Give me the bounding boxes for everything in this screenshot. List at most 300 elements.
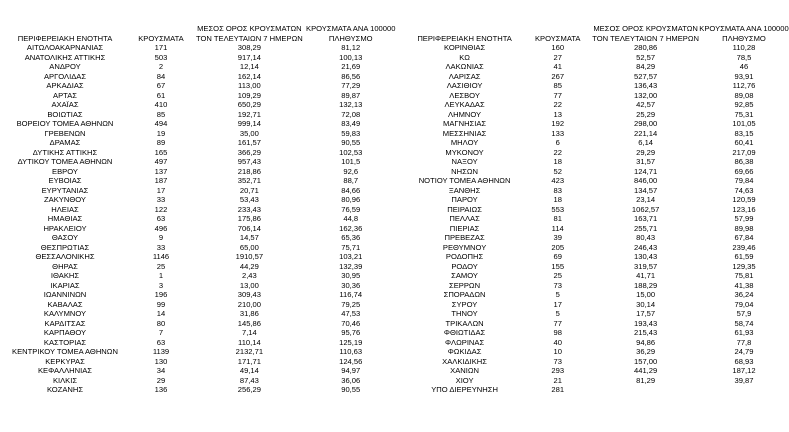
avg7-cell: 650,29 <box>237 100 261 109</box>
unit-name-cell: ΒΟΡΕΙΟΥ ΤΟΜΕΑ ΑΘΗΝΩΝ <box>16 119 114 128</box>
unit-name-cell: ΝΗΣΩΝ <box>451 166 478 176</box>
table-row <box>4 252 399 262</box>
cases-cell: 22 <box>553 100 562 109</box>
per100k-cell: 129,35 <box>732 261 756 271</box>
table-row <box>4 366 399 376</box>
avg7-cell: 31,86 <box>239 309 259 318</box>
avg7-cell: 957,43 <box>237 157 261 166</box>
table-row <box>406 81 789 91</box>
unit-name-cell: ΘΑΣΟΥ <box>51 233 79 242</box>
cases-cell: 497 <box>154 157 168 166</box>
unit-name-cell: ΣΥΡΟΥ <box>451 299 478 309</box>
unit-name-cell: ΕΥΒΟΙΑΣ <box>48 176 82 185</box>
table-row <box>406 100 789 110</box>
table-row <box>406 176 789 186</box>
table-row <box>4 262 399 272</box>
table-row <box>406 167 789 177</box>
per100k-cell: 39,87 <box>734 375 754 385</box>
avg7-cell: 846,00 <box>634 176 658 185</box>
avg7-cell: 7,14 <box>241 328 257 337</box>
avg7-cell: 132,00 <box>634 90 658 100</box>
unit-name-cell: ΗΜΑΘΙΑΣ <box>47 214 83 223</box>
unit-name-cell: ΑΡΤΑΣ <box>53 90 77 100</box>
avg7-cell: 30,14 <box>636 299 656 309</box>
avg7-cell: 23,14 <box>636 195 656 204</box>
table-row <box>4 376 399 386</box>
avg7-header <box>592 24 699 43</box>
avg7-cell: 2,43 <box>241 271 257 280</box>
table-row <box>4 186 399 196</box>
cases-cell: 69 <box>553 252 562 261</box>
table-row <box>406 376 789 386</box>
unit-name-cell: ΚΕΦΑΛΛΗΝΙΑΣ <box>37 366 93 375</box>
table-row <box>4 347 399 357</box>
table-row <box>4 62 399 72</box>
avg7-cell: 52,57 <box>636 52 656 62</box>
cases-cell: 27 <box>553 52 562 62</box>
cases-cell: 5 <box>555 309 560 318</box>
table-row <box>406 300 789 310</box>
cases-cell: 21 <box>553 375 562 385</box>
unit-name-cell: ΠΕΛΛΑΣ <box>449 214 480 223</box>
avg7-cell: 41,71 <box>636 271 656 280</box>
per100k-cell: 79,84 <box>734 176 754 185</box>
right-table-body <box>406 43 789 395</box>
avg7-cell: 44,29 <box>239 261 259 271</box>
table-row <box>4 81 399 91</box>
per100k-cell: 89,87 <box>341 90 361 100</box>
cases-cell: 155 <box>551 261 565 271</box>
cases-cell: 192 <box>551 119 565 128</box>
per100k-cell: 123,16 <box>732 204 756 214</box>
table-row <box>4 271 399 281</box>
table-row <box>4 290 399 300</box>
avg7-cell: 31,57 <box>636 157 656 166</box>
avg7-cell: 35,00 <box>239 128 259 138</box>
per100k-cell <box>699 385 789 395</box>
per100k-cell: 162,36 <box>339 223 363 233</box>
table-row <box>406 110 789 120</box>
unit-name-cell: ΛΑΚΩΝΙΑΣ <box>445 62 484 71</box>
table-row <box>4 328 399 338</box>
per100k-cell: 68,93 <box>734 356 754 366</box>
per100k-cell: 132,13 <box>339 100 363 109</box>
avg7-cell: 2132,71 <box>235 347 264 356</box>
avg7-cell: 309,43 <box>237 290 261 299</box>
cases-cell: 205 <box>551 242 565 252</box>
unit-name-cell: ΘΕΣΣΑΛΟΝΙΚΗΣ <box>35 252 95 261</box>
cases-cell: 18 <box>553 195 562 204</box>
per100k-cell: 90,55 <box>341 138 361 147</box>
table-row <box>406 338 789 348</box>
cases-cell: 25 <box>156 261 166 271</box>
avg7-cell: 136,43 <box>634 81 658 90</box>
unit-name-cell: ΚΟΖΑΝΗΣ <box>46 385 84 394</box>
per100k-cell: 77,29 <box>341 81 361 90</box>
cases-cell: 14 <box>156 309 166 318</box>
cases-cell: 99 <box>156 299 166 309</box>
table-row <box>406 262 789 272</box>
unit-name-cell: ΙΚΑΡΙΑΣ <box>50 280 80 290</box>
table-row <box>4 357 399 367</box>
cases-cell: 52 <box>553 166 562 176</box>
avg7-header-line2: ΤΟΝ ΤΕΛΕΥΤΑΙΩΝ 7 ΗΜΕΡΩΝ <box>592 33 699 43</box>
per100k-cell: 74,63 <box>734 185 754 195</box>
unit-header: ΠΕΡΙΦΕΡΕΙΑΚΗ ΕΝΟΤΗΤΑ <box>417 33 512 43</box>
per100k-cell: 89,08 <box>734 90 754 100</box>
avg7-cell: 175,86 <box>237 214 261 223</box>
cases-cell: 1139 <box>152 347 170 356</box>
per100k-header-line1: ΚΡΟΥΣΜΑΤΑ ΑΝΑ 100000 <box>699 24 789 33</box>
table-row <box>4 214 399 224</box>
cases-cell: 18 <box>553 157 562 166</box>
avg7-cell: 110,14 <box>238 337 261 347</box>
per100k-cell: 21,69 <box>341 62 361 71</box>
per100k-cell: 36,24 <box>734 290 754 299</box>
unit-name-cell: ΣΑΜΟΥ <box>451 271 478 280</box>
avg7-cell: 113,00 <box>238 81 261 90</box>
per100k-cell: 61,93 <box>734 328 754 337</box>
table-row <box>406 91 789 101</box>
cases-cell: 9 <box>158 233 164 242</box>
right-header-row <box>406 24 789 43</box>
avg7-cell: 145,86 <box>237 318 261 328</box>
per100k-cell: 92,85 <box>734 100 754 109</box>
per100k-header-line2: ΠΛΗΘΥΣΜΟ <box>722 33 766 43</box>
cases-cell: 61 <box>156 90 166 100</box>
per100k-cell: 132,39 <box>339 261 363 271</box>
unit-name-cell: ΗΡΑΚΛΕΙΟΥ <box>43 223 87 233</box>
per100k-cell: 70,46 <box>341 318 361 328</box>
avg7-cell: 84,29 <box>636 62 656 71</box>
per100k-cell: 101,5 <box>341 157 361 166</box>
per100k-header <box>303 24 399 43</box>
table-row <box>4 309 399 319</box>
cases-cell: 503 <box>154 52 168 62</box>
table-row <box>4 138 399 148</box>
cases-cell: 98 <box>553 328 562 337</box>
unit-name-cell: ΑΝΑΤΟΛΙΚΗΣ ΑΤΤΙΚΗΣ <box>24 52 106 62</box>
unit-name-cell: ΚΑΣΤΟΡΙΑΣ <box>43 337 87 347</box>
avg7-cell: 17,57 <box>636 309 656 318</box>
avg7-cell: 49,14 <box>239 366 259 375</box>
per100k-cell: 30,95 <box>341 271 361 280</box>
per100k-cell: 75,71 <box>341 242 361 252</box>
cases-cell: 133 <box>551 128 565 138</box>
per100k-cell: 72,08 <box>341 109 361 119</box>
cases-cell: 267 <box>551 71 565 81</box>
per100k-cell: 75,81 <box>734 271 754 280</box>
per100k-cell: 57,99 <box>734 214 754 223</box>
avg7-cell: 13,00 <box>239 280 259 290</box>
per100k-cell: 187,12 <box>732 366 756 375</box>
cases-cell: 81 <box>553 214 562 223</box>
unit-name-cell: ΤΡΙΚΑΛΩΝ <box>445 318 484 328</box>
avg7-cell: 161,57 <box>237 138 261 147</box>
table-row <box>406 129 789 139</box>
cases-cell: 171 <box>154 43 168 52</box>
table-row <box>4 110 399 120</box>
table-row <box>4 72 399 82</box>
cases-cell: 5 <box>555 290 560 299</box>
avg7-cell: 42,57 <box>636 100 656 109</box>
avg7-cell: 15,00 <box>636 290 656 299</box>
table-row <box>406 195 789 205</box>
per100k-cell: 78,5 <box>736 52 752 62</box>
avg7-cell: 25,29 <box>636 109 656 119</box>
per100k-cell: 41,38 <box>734 280 754 290</box>
table-row <box>4 119 399 129</box>
table-row <box>406 186 789 196</box>
cases-cell: 7 <box>158 328 164 337</box>
table-row <box>406 271 789 281</box>
avg7-cell: 999,14 <box>237 119 261 128</box>
per100k-cell: 88,7 <box>343 176 359 185</box>
unit-name-cell: ΞΑΝΘΗΣ <box>448 185 481 195</box>
unit-name-cell: ΑΡΚΑΔΙΑΣ <box>46 81 84 90</box>
table-row <box>406 328 789 338</box>
table-row <box>4 53 399 63</box>
cases-cell: 77 <box>553 90 562 100</box>
table-row <box>4 43 399 53</box>
per100k-cell: 110,63 <box>339 347 363 356</box>
cases-cell: 196 <box>154 290 168 299</box>
unit-name-cell: ΑΝΔΡΟΥ <box>49 62 81 71</box>
cases-cell: 410 <box>154 100 168 109</box>
unit-name-cell: ΦΘΙΩΤΙΔΑΣ <box>443 328 486 337</box>
avg7-cell: 441,29 <box>634 366 658 375</box>
per100k-header <box>699 24 789 43</box>
per100k-cell: 116,74 <box>339 290 363 299</box>
avg7-cell: 917,14 <box>237 52 261 62</box>
per100k-cell: 30,36 <box>341 280 361 290</box>
unit-name-cell: ΧΑΛΚΙΔΙΚΗΣ <box>442 356 487 366</box>
per100k-cell: 217,09 <box>732 147 756 157</box>
unit-name-cell: ΛΕΣΒΟΥ <box>449 90 480 100</box>
cases-cell: 77 <box>553 318 562 328</box>
table-row <box>406 148 789 158</box>
per100k-cell: 83,49 <box>341 119 361 128</box>
cases-cell: 89 <box>156 138 166 147</box>
avg7-cell: 157,00 <box>634 356 658 366</box>
per100k-cell: 80,96 <box>341 195 361 204</box>
left-table-body <box>4 43 399 395</box>
cases-cell: 84 <box>156 71 166 81</box>
unit-name-cell: ΓΡΕΒΕΝΩΝ <box>44 128 86 138</box>
unit-name-cell: ΜΕΣΣΗΝΙΑΣ <box>442 128 487 138</box>
avg7-cell: 109,29 <box>237 90 261 100</box>
per100k-cell: 81,12 <box>341 43 361 52</box>
cases-cell: 67 <box>156 81 166 90</box>
unit-name-cell: ΚΑΡΠΑΘΟΥ <box>43 328 87 337</box>
avg7-cell: 20,71 <box>239 185 259 195</box>
cases-cell: 114 <box>551 223 564 233</box>
table-row <box>4 100 399 110</box>
unit-name-cell: ΡΟΔΟΥ <box>451 261 478 271</box>
cases-cell: 41 <box>553 62 562 71</box>
unit-name-cell: ΔΥΤΙΚΗΣ ΑΤΤΙΚΗΣ <box>32 147 98 157</box>
unit-name-cell: ΔΥΤΙΚΟΥ ΤΟΜΕΑ ΑΘΗΝΩΝ <box>17 157 113 166</box>
cases-cell: 2 <box>158 62 164 71</box>
unit-name-cell: ΖΑΚΥΝΘΟΥ <box>44 195 86 204</box>
unit-name-cell: ΚΑΡΔΙΤΣΑΣ <box>44 318 86 328</box>
avg7-cell: 308,29 <box>237 43 261 52</box>
unit-name-cell: ΒΟΙΩΤΙΑΣ <box>47 109 83 119</box>
cases-cell: 293 <box>551 366 565 375</box>
avg7-cell: 192,71 <box>237 109 261 119</box>
table-row <box>406 224 789 234</box>
avg7-cell: 527,57 <box>634 71 658 81</box>
per100k-cell: 112,76 <box>732 81 756 90</box>
cases-cell: 1146 <box>152 252 170 261</box>
avg7-cell: 218,86 <box>237 166 261 176</box>
per100k-cell: 93,91 <box>734 71 754 81</box>
table-row <box>4 233 399 243</box>
unit-name-cell: ΚΙΛΚΙΣ <box>52 375 78 385</box>
per100k-cell: 124,56 <box>339 356 363 366</box>
cases-cell: 17 <box>553 299 562 309</box>
table-row <box>4 243 399 253</box>
cases-cell: 17 <box>156 185 166 195</box>
unit-name-cell: ΙΘΑΚΗΣ <box>50 271 80 280</box>
cases-cell: 423 <box>551 176 565 185</box>
per100k-cell: 100,13 <box>339 52 363 62</box>
cases-cell: 6 <box>555 138 560 147</box>
avg7-cell: 298,00 <box>634 119 658 128</box>
unit-name-cell: ΠΙΕΡΙΑΣ <box>449 223 480 233</box>
cases-cell: 63 <box>156 214 166 223</box>
table-row <box>4 281 399 291</box>
unit-header: ΠΕΡΙΦΕΡΕΙΑΚΗ ΕΝΟΤΗΤΑ <box>17 33 113 43</box>
cases-cell: 122 <box>154 204 168 214</box>
avg7-cell: 29,29 <box>636 147 656 157</box>
per100k-cell: 61,59 <box>734 252 754 261</box>
per100k-cell: 90,55 <box>341 385 361 394</box>
avg7-cell: 1062,57 <box>631 204 660 214</box>
table-row <box>406 309 789 319</box>
cases-cell: 63 <box>156 337 166 347</box>
per100k-cell: 24,79 <box>734 347 754 356</box>
unit-name-cell: ΔΡΑΜΑΣ <box>49 138 81 147</box>
avg7-cell: 65,00 <box>239 242 259 252</box>
table-row <box>406 252 789 262</box>
table-row <box>406 138 789 148</box>
per100k-cell: 59,83 <box>341 128 361 138</box>
table-row <box>4 224 399 234</box>
per100k-cell: 110,28 <box>732 43 756 52</box>
table-row <box>4 91 399 101</box>
unit-name-cell: ΤΗΝΟΥ <box>451 309 478 318</box>
cases-cell: 13 <box>553 109 562 119</box>
table-row <box>406 347 789 357</box>
unit-name-cell: ΜΥΚΟΝΟΥ <box>445 147 484 157</box>
table-row <box>406 119 789 129</box>
avg7-cell: 280,86 <box>634 43 658 52</box>
table-row <box>4 157 399 167</box>
cases-cell: 19 <box>156 128 166 138</box>
avg7-cell: 1910,57 <box>235 252 264 261</box>
per100k-cell: 239,46 <box>732 242 756 252</box>
right-cases-table <box>406 24 789 395</box>
unit-name-cell: ΛΕΥΚΑΔΑΣ <box>444 100 485 109</box>
per100k-cell: 76,59 <box>341 204 361 214</box>
cases-cell: 39 <box>553 233 562 242</box>
unit-name-cell: ΝΑΞΟΥ <box>451 157 478 166</box>
avg7-cell: 80,43 <box>636 233 656 242</box>
unit-name-cell: ΑΧΑΪΑΣ <box>51 100 79 109</box>
avg7-cell: 94,86 <box>636 337 656 347</box>
left-cases-table <box>4 24 399 395</box>
per100k-cell: 125,19 <box>339 337 363 347</box>
cases-cell: 83 <box>553 185 562 195</box>
avg7-cell <box>592 385 699 395</box>
per100k-cell: 83,15 <box>734 128 754 138</box>
avg7-cell: 246,43 <box>634 242 658 252</box>
cases-cell: 494 <box>154 119 168 128</box>
cases-cell: 33 <box>156 195 166 204</box>
table-row <box>406 233 789 243</box>
table-row <box>4 167 399 177</box>
table-row <box>4 338 399 348</box>
avg7-cell: 14,57 <box>239 233 259 242</box>
unit-name-cell: ΑΡΓΟΛΙΔΑΣ <box>43 71 87 81</box>
unit-name-cell: ΛΗΜΝΟΥ <box>448 109 482 119</box>
avg7-cell: 319,57 <box>634 261 658 271</box>
table-row <box>406 62 789 72</box>
unit-name-cell: ΚΑΒΑΛΑΣ <box>47 299 83 309</box>
cases-cell: 281 <box>551 385 565 394</box>
table-row <box>406 319 789 329</box>
per100k-cell: 79,04 <box>734 299 754 309</box>
left-header-row <box>4 24 399 43</box>
avg7-cell: 210,00 <box>237 299 261 309</box>
table-row <box>4 176 399 186</box>
cases-cell: 33 <box>156 242 166 252</box>
unit-name-cell: ΠΑΡΟΥ <box>451 195 478 204</box>
unit-name-cell: ΚΕΡΚΥΡΑΣ <box>45 356 85 366</box>
table-row <box>406 366 789 376</box>
per100k-cell: 92,6 <box>343 166 359 176</box>
per100k-cell: 67,84 <box>734 233 754 242</box>
avg7-cell: 352,71 <box>237 176 261 185</box>
table-row <box>4 385 399 395</box>
cases-cell: 85 <box>553 81 562 90</box>
cases-cell: 165 <box>154 147 168 157</box>
unit-name-cell: ΚΟΡΙΝΘΙΑΣ <box>443 43 486 52</box>
avg7-header-line2: ΤΟΝ ΤΕΛΕΥΤΑΙΩΝ 7 ΗΜΕΡΩΝ <box>196 33 303 43</box>
cases-cell: 136 <box>154 385 168 394</box>
unit-name-cell: ΕΥΡΥΤΑΝΙΑΣ <box>41 185 89 195</box>
cases-header: ΚΡΟΥΣΜΑΤΑ <box>534 33 581 43</box>
table-row <box>406 385 789 395</box>
cases-cell: 25 <box>553 271 562 280</box>
avg7-cell: 215,43 <box>634 328 658 337</box>
avg7-cell: 188,29 <box>634 280 658 290</box>
unit-name-cell: ΦΛΩΡΙΝΑΣ <box>444 337 485 347</box>
table-row <box>4 195 399 205</box>
unit-name-cell: ΣΠΟΡΑΔΩΝ <box>443 290 486 299</box>
per100k-cell: 69,66 <box>734 166 754 176</box>
unit-name-cell: ΑΙΤΩΛΟΑΚΑΡΝΑΝΙΑΣ <box>26 43 104 52</box>
avg7-header <box>196 24 303 43</box>
unit-name-cell: ΡΟΔΟΠΗΣ <box>445 252 484 261</box>
table-row <box>406 357 789 367</box>
per100k-cell: 86,56 <box>341 71 361 81</box>
avg7-cell: 53,43 <box>239 195 259 204</box>
unit-name-cell: ΡΕΘΥΜΝΟΥ <box>442 242 487 252</box>
table-row <box>406 281 789 291</box>
cases-cell: 73 <box>553 356 562 366</box>
